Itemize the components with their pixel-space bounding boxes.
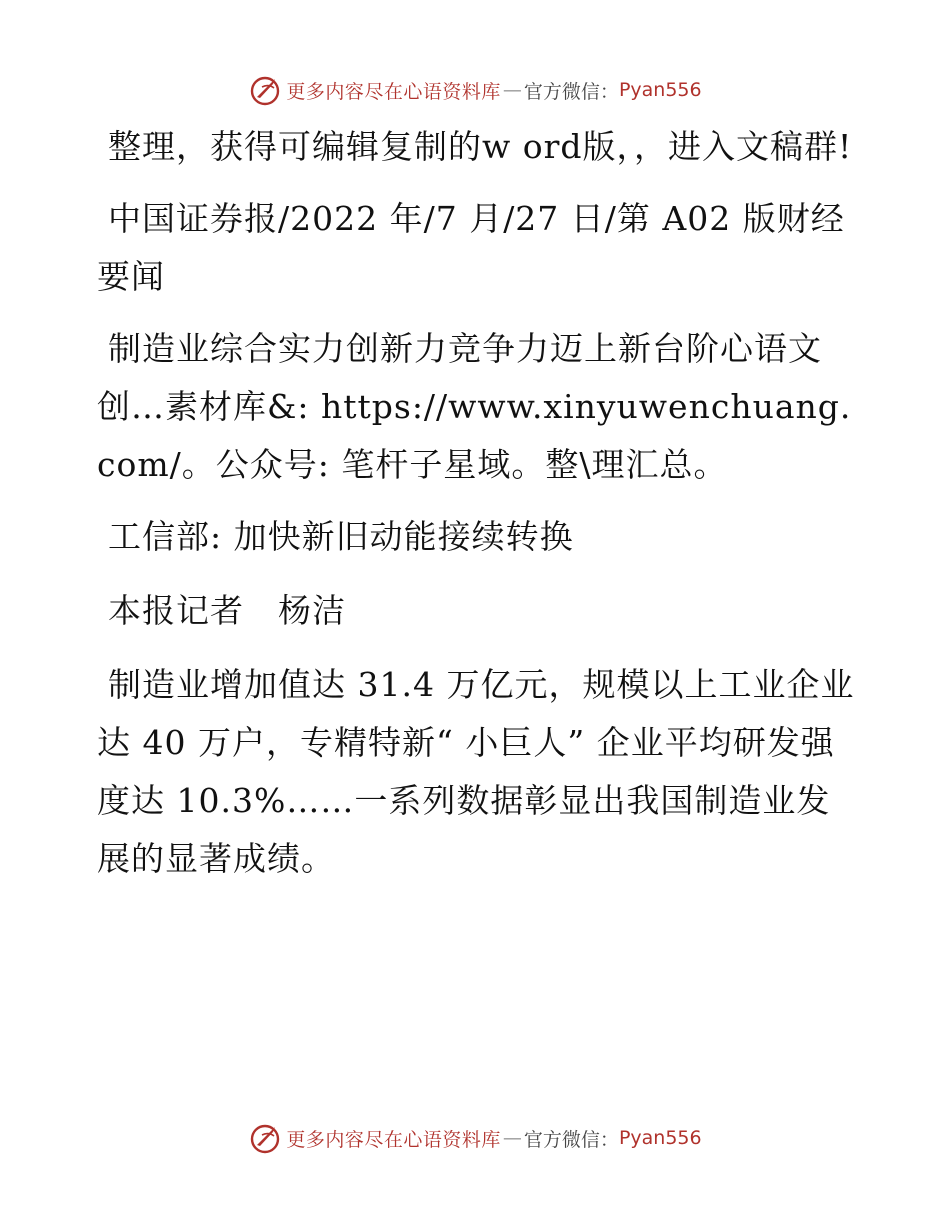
paragraph-source: 中国证券报/2022 年/7 月/27 日/第 A02 版财经要闻 [97, 199, 845, 296]
quill-circle-icon [248, 1121, 282, 1155]
banner-separator: — [502, 1127, 522, 1149]
banner-official-label: 官方微信： [523, 1128, 619, 1151]
document-body [97, 118, 857, 902]
banner-official-label: 官方微信： [523, 80, 619, 103]
banner-wechat-id: Pyan556 [618, 79, 702, 101]
banner-brand-text: 更多内容尽在心语资料库 [286, 80, 501, 103]
header-banner [0, 70, 950, 110]
paragraph-intro: 整理，获得可编辑复制的w ord版，，进入文稿群! [108, 127, 853, 166]
paragraph-byline: 本报记者 杨洁 [108, 591, 346, 630]
banner-separator: — [502, 79, 522, 101]
paragraph-body: 制造业增加值达 31.4 万亿元，规模以上工业企业达 40 万户，专精特新“ 小巨人” 企业平均研发强度达 10.3%……一系列数据彰显出我国制造业发展的显著成绩。 [97, 665, 855, 878]
banner-brand-text: 更多内容尽在心语资料库 [286, 1128, 501, 1151]
paragraph-subheadline: 工信部: 加快新旧动能接续转换 [108, 517, 574, 556]
quill-circle-icon [248, 73, 282, 107]
paragraph-headline: 制造业综合实力创新力竞争力迈上新台阶心语文创…素材库&: https://www.xinyuwenchuang.com/。公众号: 笔杆子星域。整\理汇总。 [97, 329, 852, 484]
banner-wechat-id: Pyan556 [618, 1127, 702, 1149]
footer-banner [0, 1118, 950, 1158]
